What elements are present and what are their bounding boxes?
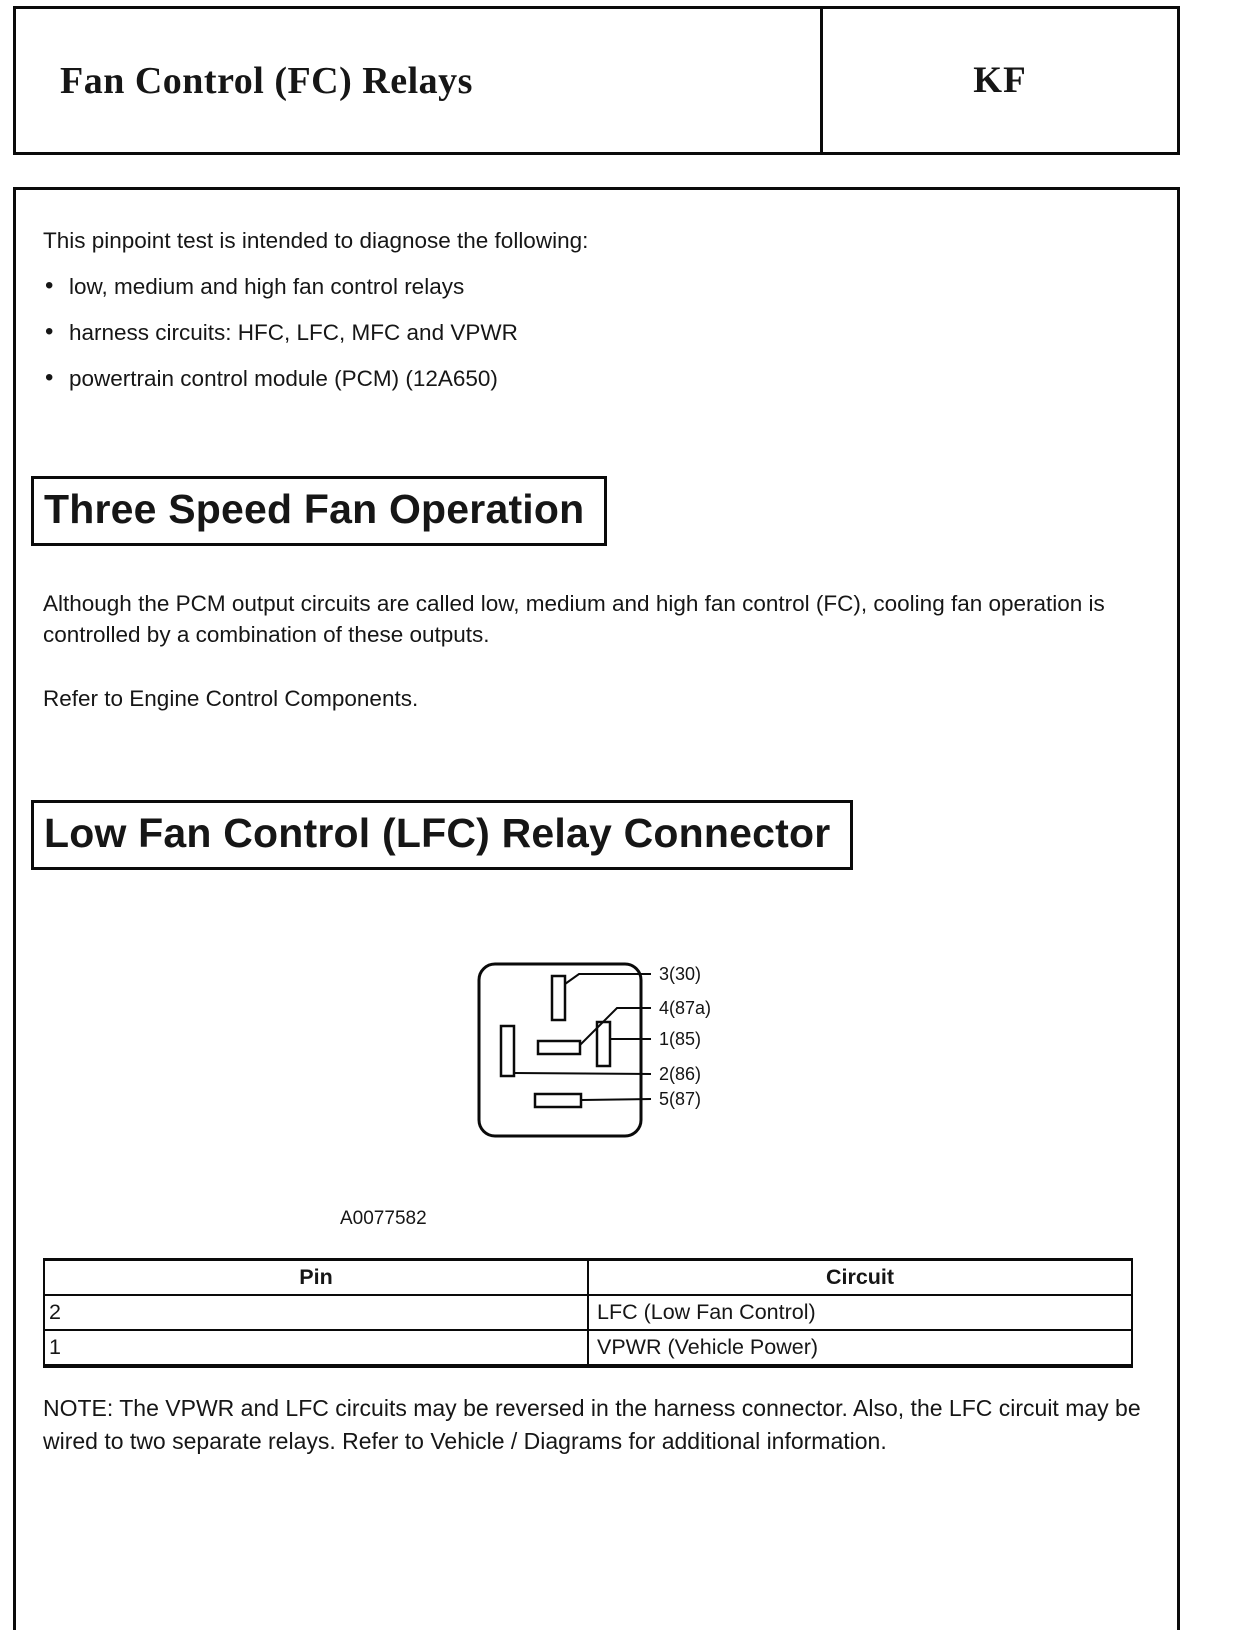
list-item: • low, medium and high fan control relays bbox=[43, 274, 1150, 300]
cell-circuit: VPWR (Vehicle Power) bbox=[588, 1330, 1132, 1366]
list-item: • powertrain control module (PCM) (12A650) bbox=[43, 366, 1150, 392]
pin-slot-85 bbox=[597, 1022, 610, 1066]
pin-slot-87a bbox=[538, 1041, 580, 1054]
table-row bbox=[44, 1295, 1132, 1330]
table-header-row bbox=[44, 1260, 1132, 1296]
header-title-cell bbox=[16, 9, 820, 152]
header-code-cell bbox=[820, 9, 1177, 152]
pin-label-1-85: 1(85) bbox=[659, 1029, 702, 1049]
note-paragraph: NOTE: The VPWR and LFC circuits may be reversed in the harness connector. Also, the LFC circuit may be wired to two separate relays. Refer to Vehicle / Diagrams for additional information. bbox=[43, 1395, 1141, 1454]
section-heading-lfc-connector: Low Fan Control (LFC) Relay Connector bbox=[31, 800, 853, 870]
cell-pin: 2 bbox=[44, 1295, 588, 1330]
pin-circuit-table bbox=[43, 1258, 1133, 1368]
pin-slot-87 bbox=[535, 1094, 581, 1107]
page-title: Fan Control (FC) Relays bbox=[60, 59, 473, 102]
leader-line-86 bbox=[514, 1073, 651, 1074]
section-code: KF bbox=[973, 60, 1027, 101]
leader-line-30 bbox=[565, 974, 651, 984]
pin-slot-86 bbox=[501, 1026, 514, 1076]
page-header bbox=[13, 6, 1180, 155]
section-heading-three-speed: Three Speed Fan Operation bbox=[31, 476, 607, 546]
refer-paragraph: Refer to Engine Control Components. bbox=[43, 686, 419, 711]
relay-connector-drawing bbox=[439, 952, 879, 1182]
three-speed-paragraph: Although the PCM output circuits are called low, medium and high fan control (FC), cooling fan operation is controlled by a combination of these outputs. bbox=[43, 591, 1105, 647]
intro-lead: This pinpoint test is intended to diagnose the following: bbox=[43, 228, 589, 253]
cell-pin: 1 bbox=[44, 1330, 588, 1366]
table-row bbox=[44, 1330, 1132, 1366]
leader-line-87-pin bbox=[582, 1099, 651, 1100]
pin-label-3-30: 3(30) bbox=[659, 964, 702, 984]
diagnosis-list bbox=[43, 274, 1150, 392]
pin-slot-30 bbox=[552, 976, 565, 1020]
figure-id: A0077582 bbox=[340, 1208, 427, 1229]
pin-label-2-86: 2(86) bbox=[659, 1064, 702, 1084]
relay-connector-diagram bbox=[439, 952, 879, 1182]
column-header-pin: Pin bbox=[44, 1260, 588, 1296]
content-box bbox=[13, 187, 1180, 1630]
cell-circuit: LFC (Low Fan Control) bbox=[588, 1295, 1132, 1330]
pin-label-4-87a: 4(87a) bbox=[659, 998, 712, 1018]
column-header-circuit: Circuit bbox=[588, 1260, 1132, 1296]
list-item: • harness circuits: HFC, LFC, MFC and VPWR bbox=[43, 320, 1150, 346]
pin-label-5-87: 5(87) bbox=[659, 1089, 702, 1109]
